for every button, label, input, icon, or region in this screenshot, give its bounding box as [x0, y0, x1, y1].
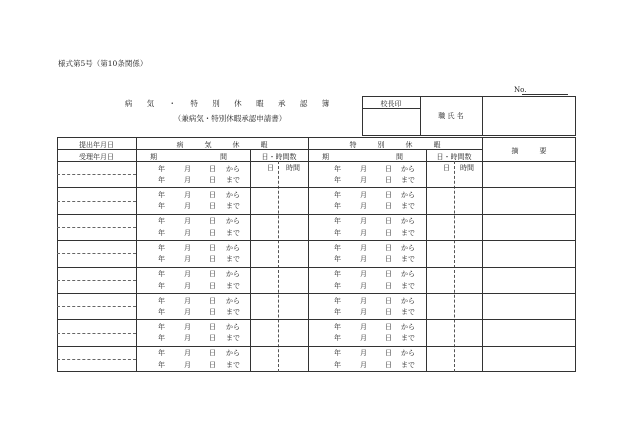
name-label: 職 氏 名: [438, 112, 464, 120]
submitted-date-header: 提出年月日: [79, 140, 114, 149]
date-from-text: 日: [385, 190, 392, 199]
date-from-text: から: [226, 243, 240, 252]
submitted-date-cell[interactable]: [58, 347, 135, 358]
date-from-text: 月: [360, 270, 367, 279]
date-to-text: 年: [158, 360, 165, 369]
sick-hours-cell[interactable]: [279, 215, 307, 239]
date-from-text: 年: [158, 190, 165, 199]
column-line: [136, 137, 137, 372]
remarks-cell[interactable]: [483, 188, 575, 212]
sick-days-cell[interactable]: [251, 162, 277, 186]
remarks-cell[interactable]: [483, 241, 575, 265]
date-from-text: 年: [334, 349, 341, 358]
date-to-text: 月: [360, 281, 367, 290]
date-to-text: 年: [334, 255, 341, 264]
date-to-text: 年: [158, 334, 165, 343]
received-date-cell[interactable]: [58, 360, 135, 371]
date-to-text: まで: [226, 360, 240, 369]
date-from-text: 年: [334, 164, 341, 173]
special-days-cell[interactable]: [427, 268, 453, 292]
date-from-text: から: [401, 217, 415, 226]
date-to-text: 年: [158, 308, 165, 316]
date-to-text: 日: [385, 255, 392, 264]
special-days-cell[interactable]: [427, 188, 453, 212]
date-from-text: 日: [385, 296, 392, 305]
submitted-date-cell[interactable]: [58, 241, 135, 252]
form-label: 様式第5号（第10条関係）: [58, 59, 148, 68]
date-to-text: 年: [158, 176, 165, 184]
sick-hours-cell[interactable]: [279, 188, 307, 212]
date-from-text: 日: [209, 270, 216, 279]
date-from-text: 年: [158, 322, 165, 331]
sick-hours-cell[interactable]: [279, 347, 307, 371]
principal-seal-field[interactable]: [363, 109, 419, 135]
date-from-text: 日: [385, 164, 392, 173]
received-date-cell[interactable]: [58, 254, 135, 265]
date-from-text: 年: [158, 270, 165, 279]
date-to-text: 日: [209, 228, 216, 237]
date-from-text: 月: [360, 164, 367, 173]
date-from-text: 月: [360, 243, 367, 252]
date-from-text: 年: [334, 296, 341, 305]
special-days-cell[interactable]: [427, 215, 453, 239]
date-to-text: 日: [209, 281, 216, 290]
date-from-text: 年: [158, 164, 165, 173]
date-from-text: 年: [334, 243, 341, 252]
received-date-cell[interactable]: [58, 334, 135, 345]
date-to-text: 日: [209, 176, 216, 184]
submitted-date-cell[interactable]: [58, 268, 135, 279]
period-label: 間: [220, 152, 227, 161]
date-to-text: 月: [360, 255, 367, 264]
date-from-text: 月: [360, 190, 367, 199]
date-to-text: 月: [360, 228, 367, 237]
date-to-text: 月: [360, 334, 367, 343]
date-to-text: 年: [334, 281, 341, 290]
hours-label: 時間: [286, 164, 300, 172]
date-to-text: 月: [360, 360, 367, 369]
remarks-cell[interactable]: [483, 268, 575, 292]
date-to-text: 月: [184, 228, 191, 237]
sick-hours-cell[interactable]: [279, 162, 307, 186]
date-from-text: 月: [360, 322, 367, 331]
date-from-text: 日: [385, 243, 392, 252]
special-hours-cell[interactable]: [455, 241, 481, 265]
special-days-cell[interactable]: [427, 162, 453, 186]
date-from-text: 月: [360, 349, 367, 358]
date-to-text: 日: [385, 360, 392, 369]
name-field[interactable]: [483, 97, 575, 135]
special-hours-cell[interactable]: [455, 320, 481, 344]
date-to-text: 年: [334, 308, 341, 316]
remarks-cell[interactable]: [483, 347, 575, 371]
period-label: 期: [150, 152, 157, 161]
date-to-text: まで: [401, 360, 415, 369]
date-to-text: 日: [209, 308, 216, 316]
date-to-text: 月: [184, 360, 191, 369]
date-to-text: 日: [385, 202, 392, 211]
date-from-text: から: [401, 164, 415, 173]
date-to-text: 年: [334, 334, 341, 343]
date-from-text: 年: [158, 243, 165, 252]
date-from-text: から: [401, 190, 415, 199]
date-to-text: まで: [226, 334, 240, 343]
date-from-text: から: [226, 349, 240, 358]
date-to-text: 年: [158, 255, 165, 264]
sick-days-cell[interactable]: [251, 188, 277, 212]
number-label: No.: [514, 86, 527, 94]
date-to-text: 日: [385, 281, 392, 290]
form-title: [60, 98, 360, 124]
special-days-cell[interactable]: [427, 294, 453, 318]
date-to-text: まで: [226, 176, 240, 184]
date-to-text: まで: [401, 228, 415, 237]
days-hours-header: 日・時間数: [261, 152, 297, 161]
date-from-text: 日: [209, 296, 216, 305]
sick-hours-cell[interactable]: [279, 268, 307, 292]
date-to-text: 日: [385, 176, 392, 184]
column-line: [308, 137, 309, 372]
special-days-cell[interactable]: [427, 241, 453, 265]
date-to-text: まで: [401, 255, 415, 264]
sick-days-cell[interactable]: [251, 294, 277, 318]
date-from-text: から: [226, 296, 240, 305]
date-from-text: 月: [184, 270, 191, 279]
sick-days-cell[interactable]: [251, 320, 277, 344]
date-from-text: 日: [385, 322, 392, 331]
date-to-text: 月: [184, 202, 191, 211]
special-hours-cell[interactable]: [455, 188, 481, 212]
date-to-text: 年: [158, 228, 165, 237]
period-label: 間: [396, 152, 403, 161]
submitted-date-cell[interactable]: [58, 320, 135, 331]
period-label: 期: [322, 152, 329, 161]
date-from-text: 年: [334, 270, 341, 279]
date-from-text: から: [226, 217, 240, 226]
sick-hours-cell[interactable]: [279, 320, 307, 344]
title-main: 病 気 ・ 特 別 休 暇 承 認 簿: [124, 99, 336, 108]
date-to-text: まで: [226, 255, 240, 264]
days-hours-header: 日・時間数: [436, 152, 472, 161]
date-to-text: まで: [226, 202, 240, 211]
received-date-cell[interactable]: [58, 307, 135, 318]
date-to-text: まで: [401, 176, 415, 184]
date-to-text: まで: [401, 308, 415, 316]
sick-hours-cell[interactable]: [279, 241, 307, 265]
date-to-text: 月: [184, 176, 191, 184]
received-date-cell[interactable]: [58, 228, 135, 239]
date-to-text: まで: [401, 334, 415, 343]
remarks-cell[interactable]: [483, 215, 575, 239]
date-from-text: 日: [209, 243, 216, 252]
special-hours-cell[interactable]: [455, 215, 481, 239]
number-field[interactable]: [522, 94, 568, 95]
date-to-text: 日: [209, 255, 216, 264]
sick-days-cell[interactable]: [251, 268, 277, 292]
date-to-text: 月: [360, 308, 367, 316]
date-from-text: 月: [184, 296, 191, 305]
date-from-text: 月: [184, 164, 191, 173]
date-from-text: から: [401, 322, 415, 331]
special-hours-cell[interactable]: [455, 268, 481, 292]
date-to-text: まで: [226, 228, 240, 237]
date-from-text: 年: [334, 190, 341, 199]
received-date-cell[interactable]: [58, 175, 135, 186]
date-from-text: 年: [158, 349, 165, 358]
day-label: 日: [443, 164, 450, 172]
date-from-text: から: [226, 164, 240, 173]
date-to-text: 月: [184, 334, 191, 343]
hours-label: 時間: [460, 164, 474, 172]
remarks-cell[interactable]: [483, 294, 575, 318]
received-date-cell[interactable]: [58, 202, 135, 213]
date-to-text: 日: [385, 228, 392, 237]
principal-seal-label: 校長印: [380, 100, 402, 108]
sick-days-cell[interactable]: [251, 215, 277, 239]
sick-days-cell[interactable]: [251, 347, 277, 371]
date-to-text: 日: [209, 334, 216, 343]
date-from-text: 年: [334, 322, 341, 331]
date-from-text: 日: [209, 349, 216, 358]
submitted-date-cell[interactable]: [58, 162, 135, 173]
date-from-text: 日: [385, 349, 392, 358]
date-from-text: 月: [184, 190, 191, 199]
received-date-cell[interactable]: [58, 281, 135, 292]
special-days-cell[interactable]: [427, 320, 453, 344]
date-to-text: 日: [385, 334, 392, 343]
sick-days-cell[interactable]: [251, 241, 277, 265]
date-from-text: から: [226, 270, 240, 279]
special-hours-cell[interactable]: [455, 347, 481, 371]
date-to-text: まで: [401, 281, 415, 290]
remarks-cell[interactable]: [483, 320, 575, 344]
date-to-text: 年: [334, 228, 341, 237]
date-to-text: 年: [334, 202, 341, 211]
date-from-text: から: [226, 322, 240, 331]
date-from-text: 日: [385, 217, 392, 226]
remarks-header: 摘 要: [511, 147, 547, 155]
date-to-text: 年: [334, 360, 341, 369]
special-days-cell[interactable]: [427, 347, 453, 371]
date-from-text: 月: [184, 243, 191, 252]
date-to-text: 月: [360, 202, 367, 211]
date-from-text: 日: [385, 270, 392, 279]
submitted-date-cell[interactable]: [58, 294, 135, 305]
date-from-text: 年: [158, 296, 165, 305]
date-to-text: 日: [209, 360, 216, 369]
date-from-text: 日: [209, 164, 216, 173]
date-to-text: 月: [184, 255, 191, 264]
sick-hours-cell[interactable]: [279, 294, 307, 318]
date-from-text: 日: [209, 322, 216, 331]
date-to-text: 月: [360, 176, 367, 184]
special-hours-cell[interactable]: [455, 294, 481, 318]
submitted-date-cell[interactable]: [58, 188, 135, 199]
remarks-cell[interactable]: [483, 162, 575, 186]
date-from-text: から: [401, 296, 415, 305]
date-from-text: 月: [184, 349, 191, 358]
received-date-header: 受理年月日: [79, 152, 114, 161]
date-to-text: 年: [158, 281, 165, 290]
title-sub: （兼病気・特別休暇承認申請書）: [173, 114, 287, 123]
date-from-text: 年: [158, 217, 165, 226]
date-from-text: 日: [209, 217, 216, 226]
date-from-text: から: [401, 349, 415, 358]
date-to-text: 年: [158, 202, 165, 211]
date-from-text: から: [401, 243, 415, 252]
sick-leave-header: 病 気 休 暇: [176, 140, 268, 149]
date-to-text: 月: [184, 308, 191, 316]
date-to-text: まで: [226, 281, 240, 290]
date-from-text: 年: [334, 217, 341, 226]
date-to-text: 年: [334, 176, 341, 184]
day-label: 日: [267, 164, 274, 172]
date-from-text: 日: [209, 190, 216, 199]
date-from-text: 月: [184, 322, 191, 331]
date-to-text: まで: [226, 308, 240, 316]
date-from-text: から: [401, 270, 415, 279]
date-from-text: 月: [360, 296, 367, 305]
date-from-text: 月: [184, 217, 191, 226]
special-leave-header: 特 別 休 暇: [349, 140, 441, 149]
date-from-text: から: [226, 190, 240, 199]
date-from-text: 月: [360, 217, 367, 226]
date-to-text: まで: [401, 202, 415, 211]
date-to-text: 日: [209, 202, 216, 211]
date-to-text: 日: [385, 308, 392, 316]
special-hours-cell[interactable]: [455, 162, 481, 186]
date-to-text: 月: [184, 281, 191, 290]
submitted-date-cell[interactable]: [58, 215, 135, 226]
